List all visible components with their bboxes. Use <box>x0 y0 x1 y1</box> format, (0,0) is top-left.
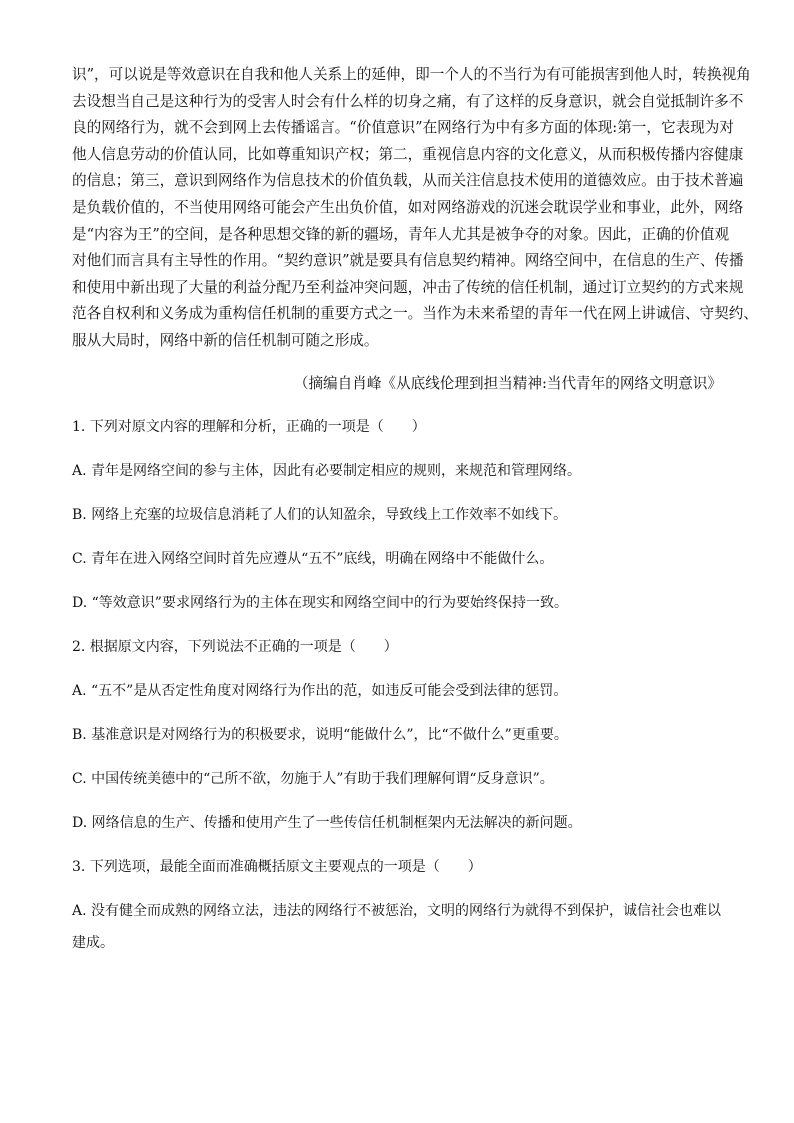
passage-line: 对他们而言具有主导性的作用。“契约意识”就是要具有信息契约精神。网络空间中，在信息的生产、传播 <box>72 252 744 270</box>
question-stem: 1. 下列对原文内容的理解和分析，正确的一项是（ ） <box>72 418 426 435</box>
passage-line: 是“内容为王”的空间，是各种思想交锋的新的疆场，青年人尤其是被争夺的对象。因此，正确的价值观 <box>72 225 730 243</box>
question-1 <box>72 416 722 614</box>
passage-line: 的信息；第三，意识到网络作为信息技术的价值负载，从而关注信息技术使用的道德效应。由于技术普遍 <box>72 172 744 190</box>
option-d: D. “等效意识”要求网络行为的主体在现实和网络空间中的行为要始终保持一致。 <box>72 594 568 611</box>
passage-paragraph <box>72 62 758 355</box>
passage-line: 良的网络行为，就不会到网上去传播谣言。“价值意识”在网络行为中有多方面的体现:第一，它表现为对 <box>72 119 734 137</box>
passage-line: 范各自权利和义务成为重构信任机制的重要方式之一。当作为未来希望的青年一代在网上讲诚信、守契约、 <box>72 305 758 323</box>
passage-line: 和使用中新出现了大量的利益分配乃至利益冲突问题，冲击了传统的信任机制，通过订立契约的方式来规 <box>72 278 744 296</box>
question-stem: 3. 下列选项，最能全面而准确概括原文主要观点的一项是（ ） <box>72 858 482 875</box>
option-a: A. 没有健全而成熟的网络立法，违法的网络行不被惩治，文明的网络行为就得不到保护，诚信社会也难以 <box>72 902 722 919</box>
question-3 <box>72 856 722 954</box>
option-c: C. 青年在进入网络空间时首先应遵从“五不”底线，明确在网络中不能做什么。 <box>72 550 554 567</box>
passage-line: 是负载价值的，不当使用网络可能会产生出负价值，如对网络游戏的沉迷会耽误学业和事业，此外，网络 <box>72 198 744 216</box>
passage-line: 去设想当自己是这种行为的受害人时会有什么样的切身之痛，有了这样的反身意识，就会自觉抵制许多不 <box>72 92 744 110</box>
question-stem: 2. 根据原文内容，下列说法不正确的一项是（ ） <box>72 638 398 655</box>
option-a-continued: 建成。 <box>72 934 114 951</box>
option-c: C. 中国传统美德中的“己所不欲，勿施于人”有助于我们理解何谓“反身意识”。 <box>72 770 554 787</box>
question-2 <box>72 636 722 834</box>
passage-line: 服从大局时，网络中新的信任机制可随之形成。 <box>72 331 379 349</box>
option-a: A. “五不”是从否定性角度对网络行为作出的范，如违反可能会受到法律的惩罚。 <box>72 682 568 699</box>
passage-line: 他人信息劳动的价值认同，比如尊重知识产权；第二，重视信息内容的文化意义，从而积极传播内容健康 <box>72 145 744 163</box>
option-a: A. 青年是网络空间的参与主体，因此有必要制定相应的规则，来规范和管理网络。 <box>72 462 582 479</box>
source-citation: （摘编自肖峰《从底线伦理到担当精神:当代青年的网络文明意识》 <box>293 374 722 392</box>
option-d: D. 网络信息的生产、传播和使用产生了一些传信任机制框架内无法解决的新问题。 <box>72 814 582 831</box>
option-b: B. 基准意识是对网络行为的积极要求，说明“能做什么”，比“不做什么”更重要。 <box>72 726 568 743</box>
document-page <box>72 62 758 976</box>
passage-line: 识”，可以说是等效意识在自我和他人关系上的延伸，即一个人的不当行为有可能损害到他人时，转换视角 <box>72 66 751 83</box>
option-b: B. 网络上充塞的垃圾信息消耗了人们的认知盈余，导致线上工作效率不如线下。 <box>72 506 568 523</box>
